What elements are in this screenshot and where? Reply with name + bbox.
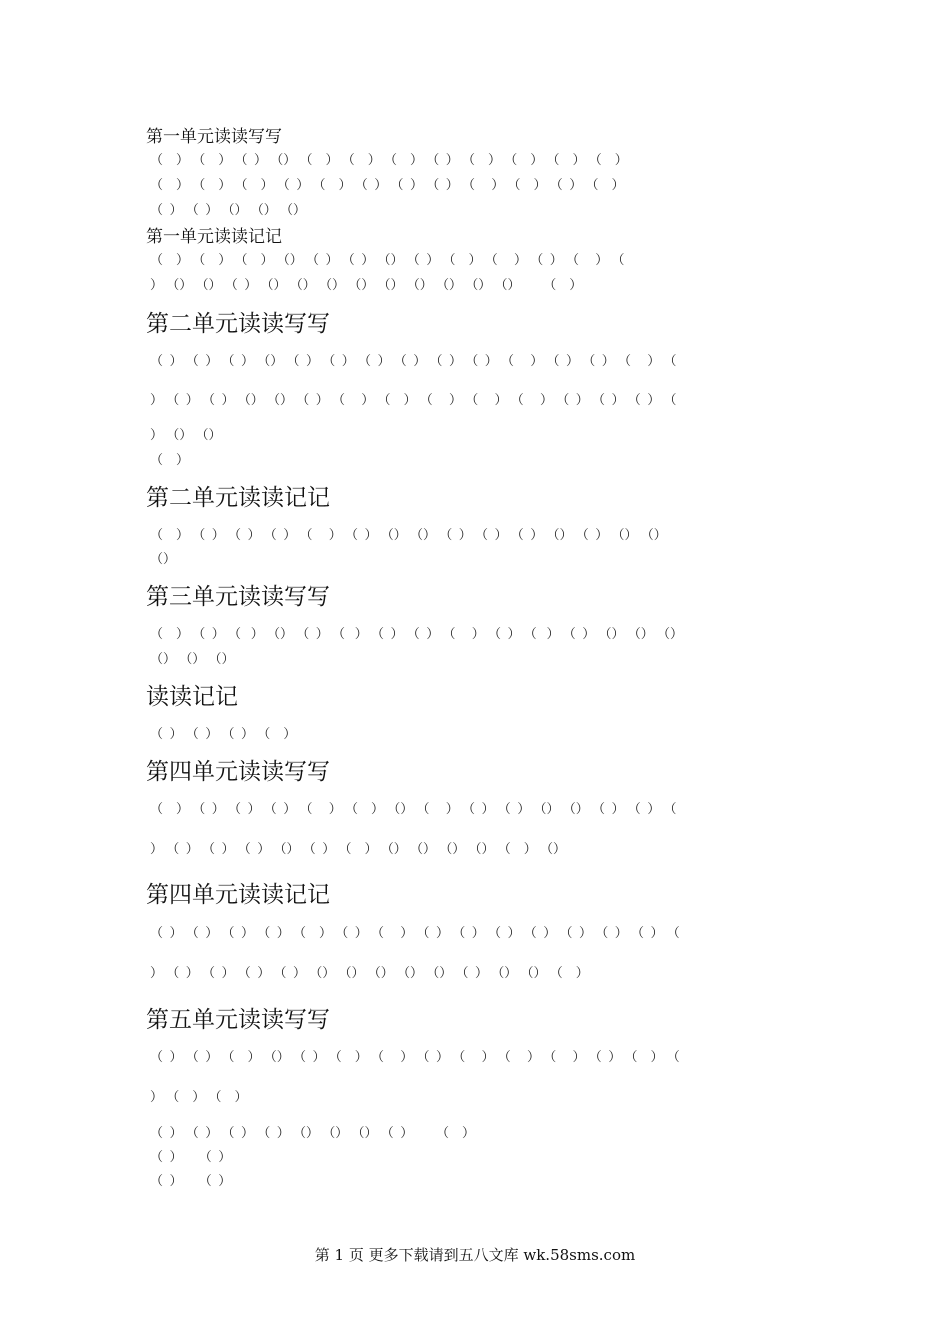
- blank-line: （ ）: [150, 452, 190, 467]
- blank-line: ） （ ） （ ） （ ） （） （ ） （ ） （） （） （） （） （ ） （）: [150, 841, 567, 856]
- blank-line: （ ） （ ）: [150, 1149, 232, 1164]
- section-title: 第一单元读读记记: [146, 227, 282, 247]
- section-title: 第三单元读读写写: [146, 584, 330, 610]
- blank-line: （ ） （ ） （ ） （） （ ） （ ） （ ） （ ） （ ） （ ） （ ） （ ） （ ） （ ） （: [150, 353, 677, 368]
- blank-line: （ ） （ ） （ ） （ ）: [150, 726, 297, 741]
- blank-line: ） （） （）: [150, 427, 222, 442]
- blank-line: ） （ ） （ ）: [150, 1089, 248, 1104]
- blank-line: （ ） （ ） （ ） （） （ ） （ ） （ ） （ ） （ ） （ ） （ ） （ ） （） （） （）: [150, 626, 684, 641]
- blank-line: （ ） （ ） （ ） （） （ ） （ ） （ ） （ ） （ ） （ ） （ ） （ ）: [150, 152, 628, 167]
- blank-line: （ ） （ ） （ ） （ ） （） （） （） （ ） （ ）: [150, 1125, 476, 1140]
- section-title: 第二单元读读记记: [146, 485, 330, 511]
- blank-line: （ ） （ ）: [150, 1173, 232, 1188]
- blank-line: ） （） （） （ ） （） （） （） （） （） （） （） （） （） （ ）: [150, 277, 583, 292]
- blank-line: （ ） （ ） （ ） （ ） （ ） （ ） （ ） （ ） （ ） （ ） （ ） （ ）: [150, 177, 625, 192]
- section-title: 读读记记: [146, 684, 238, 710]
- blank-line: （ ） （ ） （ ） （） （ ） （ ） （） （ ） （ ） （ ） （ ） （ ） （: [150, 252, 625, 267]
- blank-line: （ ） （ ） （ ） （ ） （ ） （ ） （ ） （ ） （ ） （ ） （ ） （ ） （ ） （ ） （: [150, 925, 680, 940]
- blank-line: （） （） （）: [150, 651, 235, 666]
- section-title: 第一单元读读写写: [146, 127, 282, 147]
- blank-line: （ ） （ ） （ ） （） （ ） （ ） （ ） （ ） （ ） （ ） （ ） （ ） （ ） （: [150, 1049, 680, 1064]
- blank-line: （）: [150, 551, 177, 566]
- section-title: 第二单元读读写写: [146, 311, 330, 337]
- section-title: 第四单元读读写写: [146, 759, 330, 785]
- blank-line: ） （ ） （ ） （） （） （ ） （ ） （ ） （ ） （ ） （ ） （ ） （ ） （ ） （: [150, 392, 677, 407]
- section-title: 第五单元读读写写: [146, 1007, 330, 1033]
- blank-line: （ ） （ ） （ ） （ ） （ ） （ ） （） （ ） （ ） （ ） （） （） （ ） （ ） （: [150, 801, 677, 816]
- section-title: 第四单元读读记记: [146, 882, 330, 908]
- page-footer: 第 1 页 更多下载请到五八文库 wk.58sms.com: [314, 1246, 636, 1264]
- blank-line: （ ） （ ） （ ） （ ） （ ） （ ） （） （） （ ） （ ） （ ） （） （ ） （） （）: [150, 527, 667, 542]
- blank-line: ） （ ） （ ） （ ） （ ） （） （） （） （） （） （ ） （） （） （ ）: [150, 965, 589, 980]
- blank-line: （ ） （ ） （） （） （）: [150, 202, 307, 217]
